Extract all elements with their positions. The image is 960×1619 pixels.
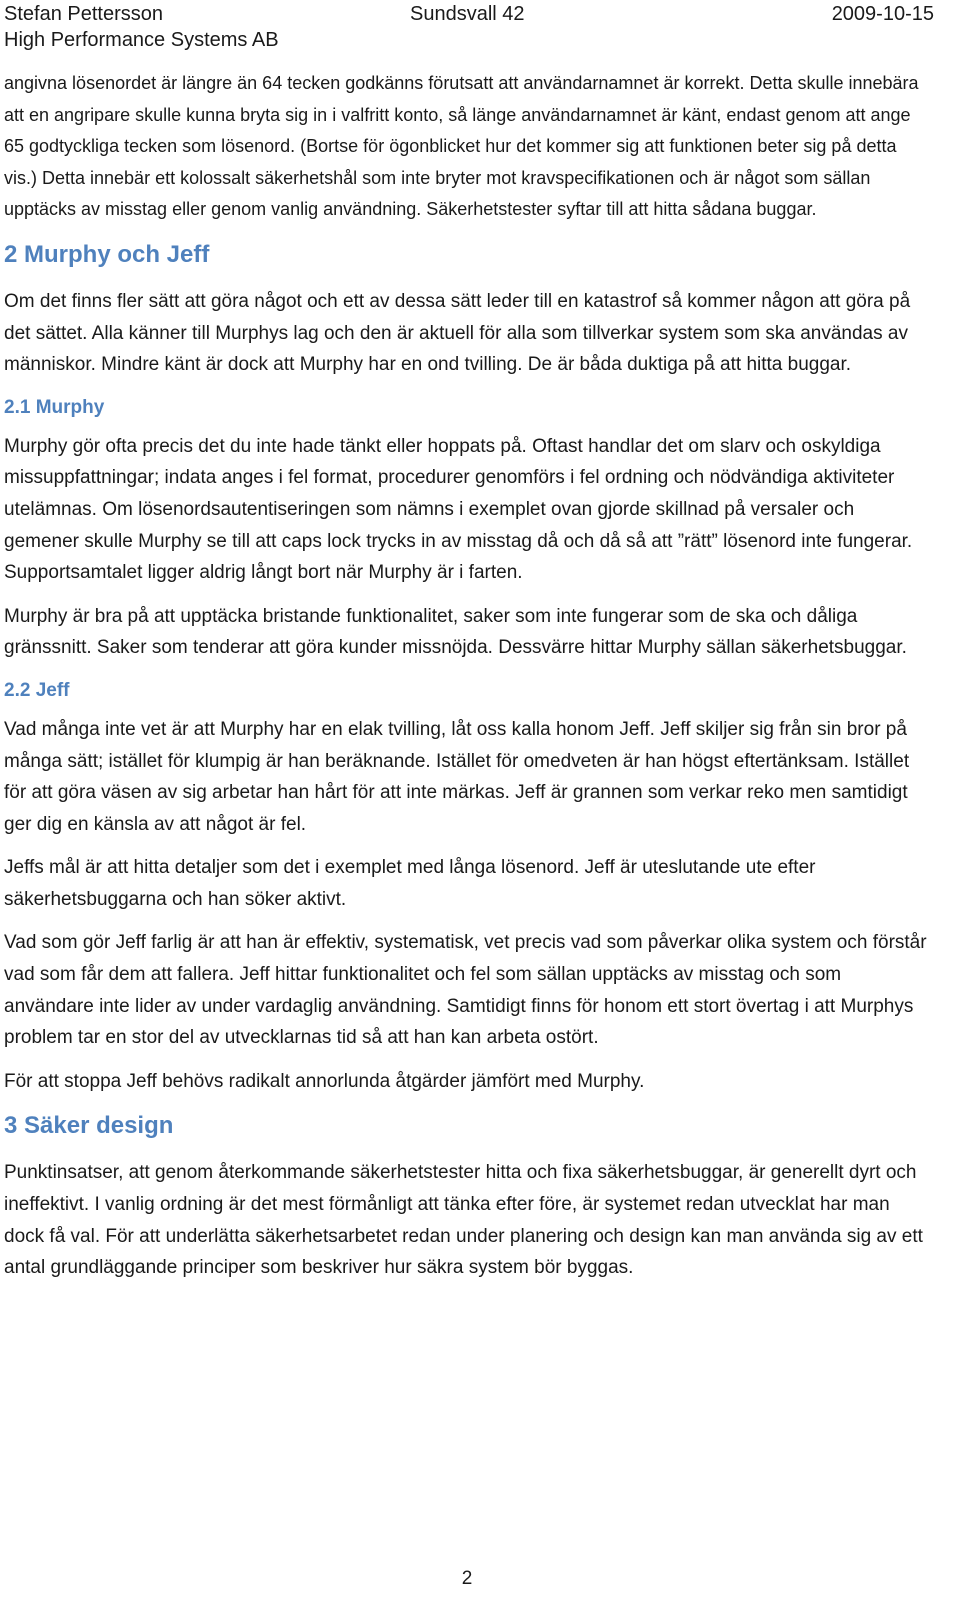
page-number: 2 bbox=[461, 1568, 473, 1589]
subsection-heading-murphy: 2.1 Murphy bbox=[4, 396, 105, 418]
paragraph-section-3: Punktinsatser, att genom återkommande säkerhetstester hitta och fixa säkerhetsbuggar, är generellt dyrt och ineffektivt. I vanlig ordning är det mest förmånligt att tänka efter före, är systemet redan utvecklat har man dock få val. För att underlätta säkerhetsarbetet redan under planering och design kan man använda sig av ett antal grundläggande principer som beskriver hur säkra system bör byggas. bbox=[4, 1162, 923, 1279]
section-heading-3: 3 Säker design bbox=[4, 1112, 174, 1140]
paragraph-jeff-3: Vad som gör Jeff farlig är att han är effektiv, systematisk, vet precis vad som påverkar olika system och förstår vad som får dem att fallera. Jeff hittar funktionalitet och fel som sällan upptäcks av misstag och som användare inte lider av under vardaglig användning. Samtidigt finns för honom ett stort övertag i att Murphys problem tar en stor del av utvecklarnas tid så att han kan arbeta ostört. bbox=[4, 932, 927, 1049]
paragraph-murphy-1: Murphy gör ofta precis det du inte hade tänkt eller hoppats på. Oftast handlar det om slarv och oskyldiga missuppfattningar; indata anges i fel format, procedurer genomförs i fel ordning och nödvändiga aktiviteter utelämnas. Om lösenordsautentiseringen som nämns i exemplet ovan gjorde skillnad på versaler och gemener skulle Murphy se till att caps lock trycks in av misstag då och då så att ”rätt” lösenord inte fungerar. Supportsamtalet ligger aldrig långt bort när Murphy är i farten. bbox=[4, 435, 913, 584]
header-row-1 bbox=[4, 0, 934, 28]
paragraph-murphy-2: Murphy är bra på att upptäcka bristande funktionalitet, saker som inte fungerar som de ska och dåliga gränssnitt. Saker som tenderar att göra kunder missnöjda. Dessvärre hittar Murphy sällan säkerhetsbuggar. bbox=[4, 605, 907, 659]
subsection-heading-jeff: 2.2 Jeff bbox=[4, 679, 70, 701]
page-header bbox=[4, 0, 934, 56]
author-name: Stefan Pettersson bbox=[4, 3, 163, 25]
company-name: High Performance Systems AB bbox=[4, 29, 279, 51]
paragraph-jeff-2: Jeffs mål är att hitta detaljer som det i exemplet med långa lösenord. Jeff är uteslutande ute efter säkerhetsbuggarna och han söker aktivt. bbox=[4, 857, 816, 910]
paragraph-jeff-4: För att stoppa Jeff behövs radikalt annorlunda åtgärder jämfört med Murphy. bbox=[4, 1070, 645, 1092]
section-heading-2: 2 Murphy och Jeff bbox=[4, 240, 210, 268]
document-date: 2009-10-15 bbox=[831, 3, 934, 25]
paragraph-intro: angivna lösenordet är längre än 64 tecken godkänns förutsatt att användarnamnet är korrekt. Detta skulle innebära att en angripare skulle kunna bryta sig in i valfritt konto, så länge användarnamnet är känt, endast genom att ange 65 godtyckliga tecken som lösenord. (Bortse för ögonblicket hur det kommer sig att funktionen beter sig på detta vis.) Detta innebär ett kolossalt säkerhetshål som inte bryter mot kravspecifikationen och är något som sällan upptäcks av misstag eller genom vanlig användning. Säkerhetstester syftar till att hitta sådana buggar. bbox=[4, 73, 919, 220]
paragraph-jeff-1: Vad många inte vet är att Murphy har en elak tvilling, låt oss kalla honom Jeff. Jeff skiljer sig från sin bror på många sätt; istället för klumpig är han beräknande. Istället för omedveten är han högst eftertänksam. Istället för att göra väsen av sig arbetar han hårt för att inte märkas. Jeff är grannen som verkar reko men samtidigt ger dig en känsla av att något är fel. bbox=[4, 718, 910, 835]
paragraph-section-2: Om det finns fler sätt att göra något och ett av dessa sätt leder till en katastrof så kommer någon att göra på det sättet. Alla känner till Murphys lag och den är aktuell för alla som tillverkar system som ska användas av människor. Mindre känt är dock att Murphy har en ond tvilling. De är båda duktiga på att hitta buggar. bbox=[4, 290, 911, 376]
header-row-2 bbox=[4, 26, 934, 54]
document-body bbox=[4, 68, 934, 1296]
location: Sundsvall 42 bbox=[410, 3, 525, 25]
